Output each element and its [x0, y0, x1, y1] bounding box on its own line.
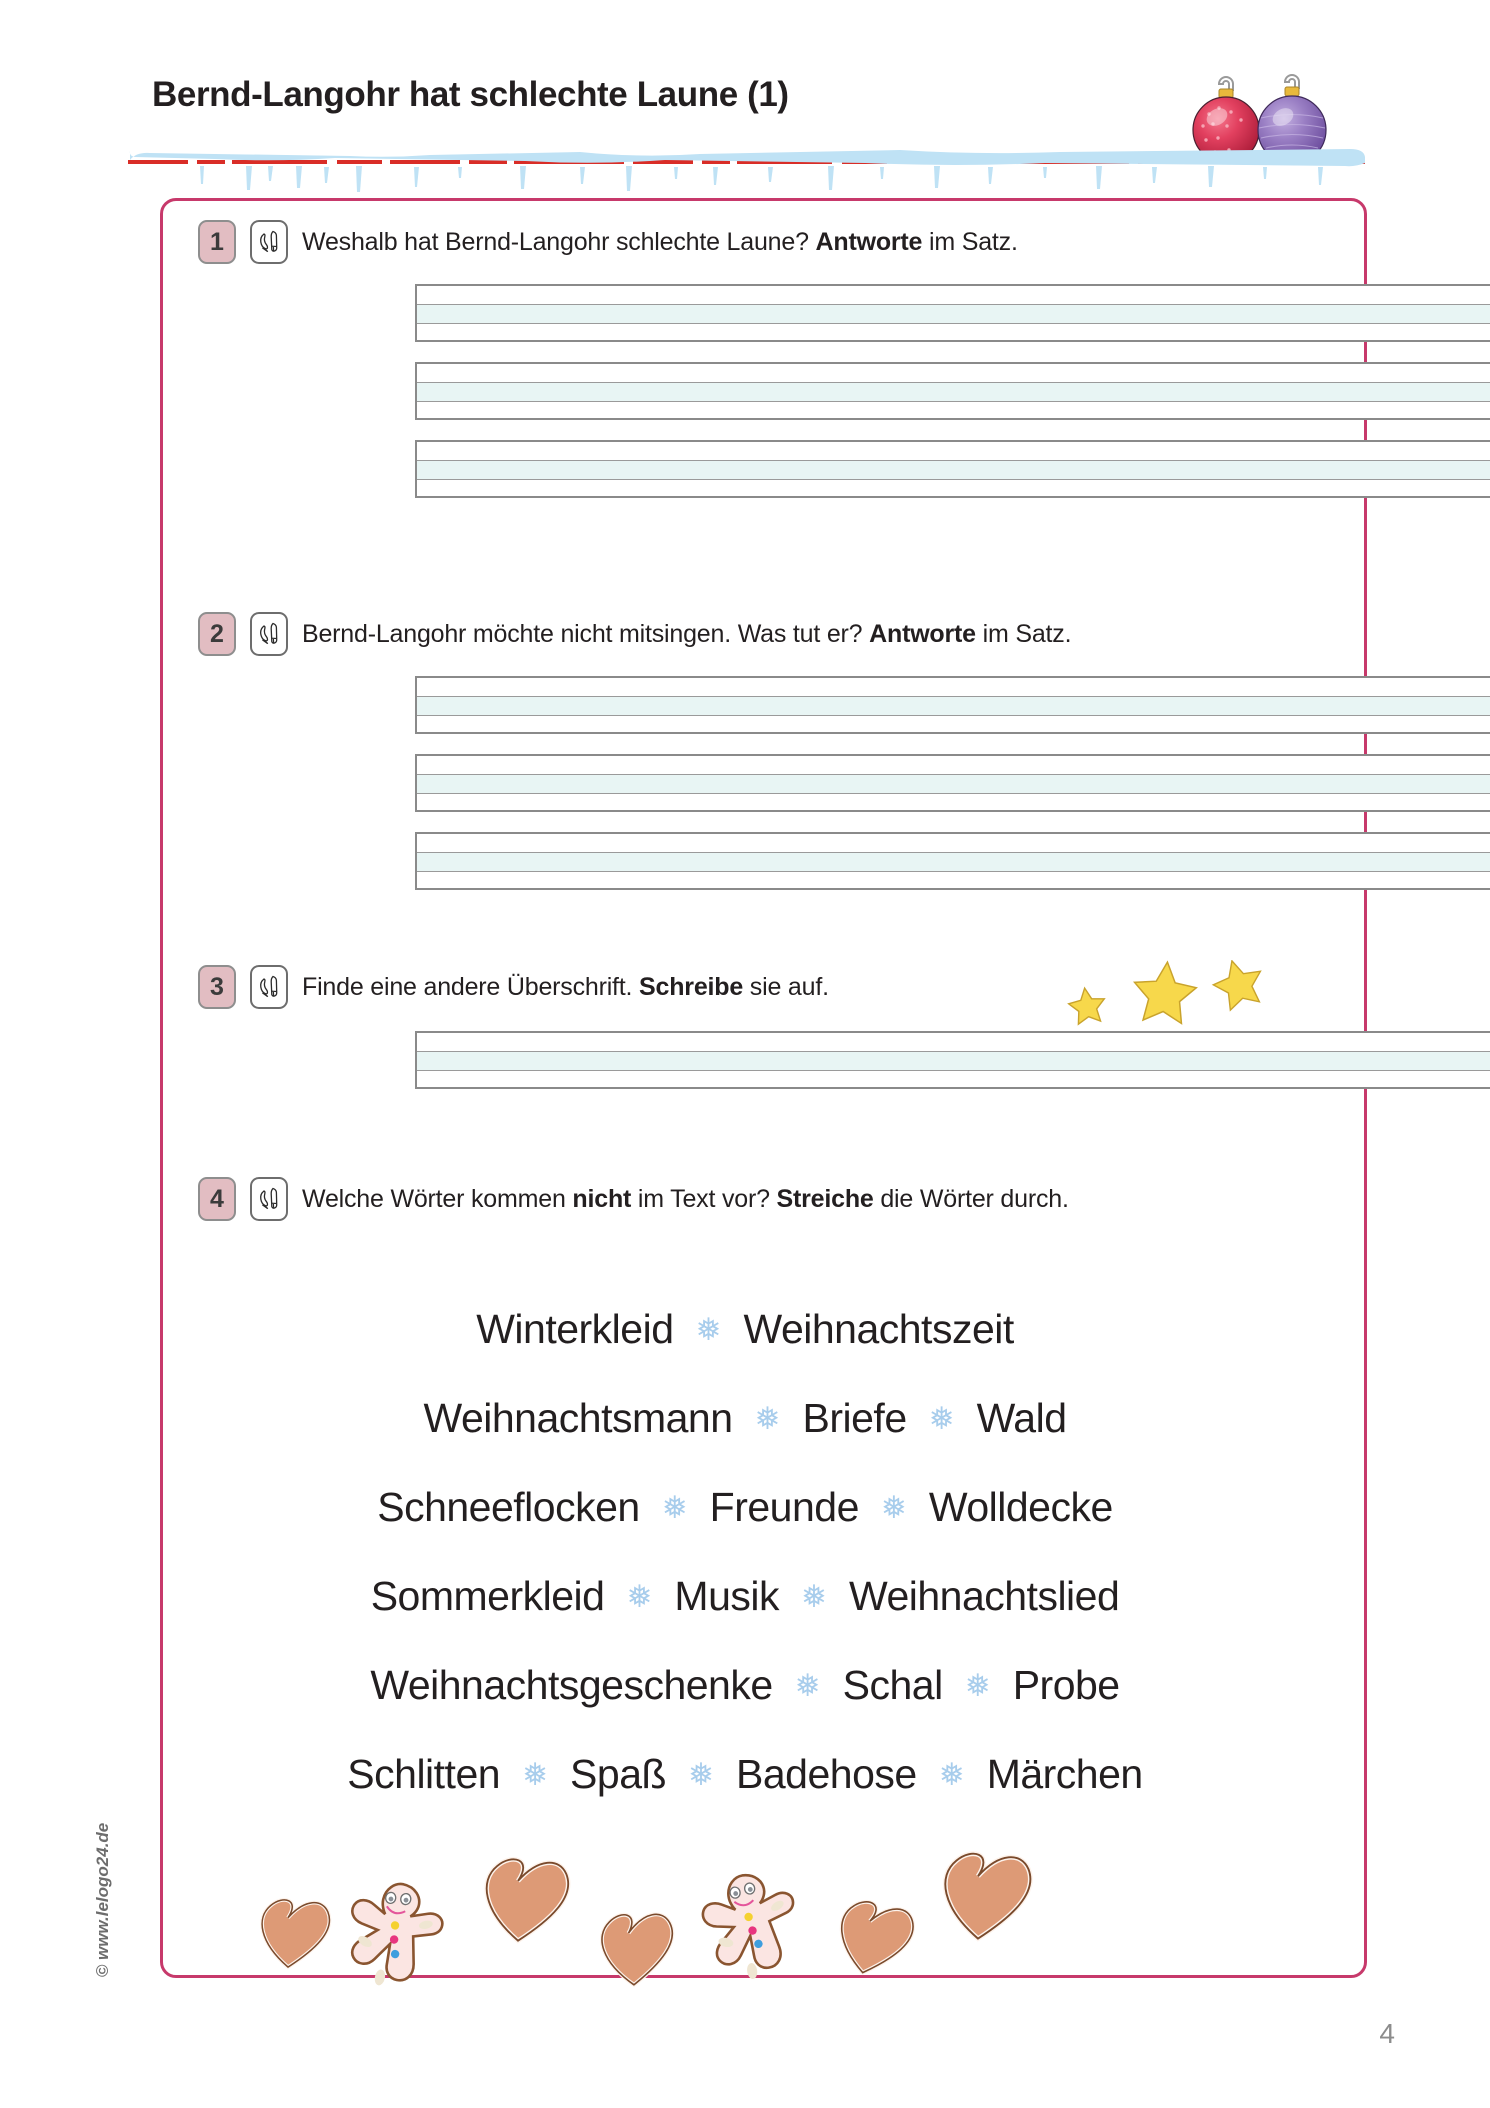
- copyright-text: © www.lelogo24.de: [93, 1822, 112, 1978]
- task-4-header: [163, 1176, 1364, 1222]
- task-2-text-part-2: Antworte: [869, 619, 976, 648]
- writing-line-2-2[interactable]: [415, 754, 1490, 812]
- task-number-badge-4: 4: [198, 1177, 236, 1221]
- word-item[interactable]: Winterkleid: [476, 1306, 674, 1352]
- word-row: [0, 1730, 1490, 1819]
- task-3-text: [302, 973, 829, 1002]
- word-row: [0, 1552, 1490, 1641]
- star-large: [1131, 960, 1198, 1024]
- task-1-text-part-2: Antworte: [815, 227, 923, 256]
- word-item[interactable]: Wolldecke: [928, 1484, 1113, 1530]
- task-3-text-part-2: Schreibe: [639, 972, 744, 1001]
- task-1-text-part-1: Weshalb hat Bernd-Langohr schlechte Laune?: [302, 227, 816, 256]
- writing-line-2-1[interactable]: [415, 676, 1490, 734]
- word-item[interactable]: Weihnachtsgeschenke: [370, 1662, 773, 1708]
- word-item[interactable]: Probe: [1012, 1662, 1120, 1708]
- ruled-band: [417, 774, 1490, 794]
- word-item[interactable]: Wald: [976, 1395, 1067, 1441]
- star-medium: [1208, 960, 1268, 1013]
- page-title: Bernd-Langohr hat schlechte Laune (1): [152, 75, 789, 114]
- ruled-band: [417, 1051, 1490, 1071]
- ruled-band: [417, 460, 1490, 480]
- star-small: [1067, 986, 1107, 1025]
- snowflake-icon: ❅: [522, 1757, 549, 1792]
- ruled-band: [417, 852, 1490, 872]
- snowflake-icon: ❅: [938, 1757, 965, 1792]
- task-4-text: [302, 1185, 1069, 1214]
- word-item[interactable]: Weihnachtsmann: [423, 1395, 733, 1441]
- task-1: [163, 219, 1364, 265]
- copyright-notice: [88, 1790, 118, 2010]
- task-4: [163, 1176, 1364, 1222]
- task-3-text-part-1: Finde eine andere Überschrift.: [302, 972, 640, 1001]
- snowflake-icon: ❅: [794, 1668, 821, 1703]
- pen-icon: [250, 612, 288, 656]
- word-item[interactable]: Badehose: [736, 1751, 917, 1797]
- writing-line-1-2[interactable]: [415, 362, 1490, 420]
- snowflake-icon: ❅: [688, 1757, 715, 1792]
- writing-line-1-3[interactable]: [415, 440, 1490, 498]
- ruled-band: [417, 696, 1490, 716]
- page-number: 4: [1379, 2018, 1395, 2049]
- word-item[interactable]: Schal: [842, 1662, 943, 1708]
- word-row: [0, 1463, 1490, 1552]
- gingerbread-heart: [487, 1859, 569, 1940]
- word-row: [0, 1641, 1490, 1730]
- task-4-text-part-1: Welche Wörter kommen: [302, 1184, 573, 1213]
- word-item[interactable]: Briefe: [802, 1395, 907, 1441]
- pen-icon: [250, 965, 288, 1009]
- icicle-snow-border: [128, 148, 1365, 198]
- snowflake-icon: ❅: [626, 1579, 653, 1614]
- snowflake-icon: ❅: [661, 1490, 688, 1525]
- word-row: [0, 1285, 1490, 1374]
- word-item[interactable]: Schlitten: [347, 1751, 501, 1797]
- task-2-text-part-1: Bernd-Langohr möchte nicht mitsingen. Was tut er?: [302, 619, 870, 648]
- task-4-text-part-3: im Text vor?: [631, 1184, 777, 1213]
- word-item[interactable]: Spaß: [570, 1751, 667, 1797]
- word-row: [0, 1374, 1490, 1463]
- task-1-text: [302, 228, 1018, 257]
- snowflake-icon: ❅: [801, 1579, 827, 1614]
- snowflake-icon: ❅: [695, 1312, 722, 1347]
- task-number-badge-3: 3: [198, 965, 236, 1009]
- word-item[interactable]: Märchen: [986, 1751, 1143, 1797]
- word-item[interactable]: Weihnachtszeit: [743, 1306, 1014, 1352]
- snowflake-icon: ❅: [964, 1668, 991, 1703]
- task-2-text: [302, 620, 1071, 649]
- snowflake-icon: ❅: [880, 1490, 907, 1525]
- pen-icon: [250, 1177, 288, 1221]
- word-item[interactable]: Musik: [674, 1573, 779, 1619]
- task-2: [163, 611, 1364, 657]
- task-1-text-part-3: im Satz.: [922, 227, 1018, 256]
- ruled-band: [417, 382, 1490, 402]
- pen-icon: [250, 220, 288, 264]
- task-4-text-part-4: Streiche: [776, 1184, 874, 1213]
- task-1-header: [163, 219, 1364, 265]
- task-4-text-part-2: nicht: [572, 1184, 632, 1213]
- snowflake-icon: ❅: [754, 1401, 781, 1436]
- gingerbread-heart: [836, 1899, 916, 1979]
- gingerbread-heart: [945, 1854, 1030, 1939]
- gingerbread-decorations: [250, 1845, 1280, 2030]
- star-decorations: [1060, 960, 1290, 1040]
- snowflake-icon: ❅: [928, 1401, 955, 1436]
- task-3-text-part-3: sie auf.: [743, 972, 829, 1001]
- page-header: [0, 0, 1490, 200]
- word-item[interactable]: Freunde: [709, 1484, 859, 1530]
- writing-line-1-1[interactable]: [415, 284, 1490, 342]
- task-number-badge-1: 1: [198, 220, 236, 264]
- task-number-badge-2: 2: [198, 612, 236, 656]
- gingerbread-heart: [599, 1910, 677, 1988]
- writing-line-3-1[interactable]: [415, 1031, 1490, 1089]
- writing-line-2-3[interactable]: [415, 832, 1490, 890]
- ruled-band: [417, 304, 1490, 324]
- word-item[interactable]: Weihnachtslied: [848, 1573, 1120, 1619]
- task-2-text-part-3: im Satz.: [975, 619, 1072, 648]
- gingerbread-man: [338, 1875, 449, 1996]
- gingerbread-man: [698, 1869, 803, 1985]
- word-item[interactable]: Sommerkleid: [370, 1573, 605, 1619]
- gingerbread-heart: [262, 1900, 329, 1967]
- word-item[interactable]: Schneeflocken: [377, 1484, 640, 1530]
- task-4-text-part-5: die Wörter durch.: [873, 1184, 1069, 1213]
- word-list: [0, 1285, 1490, 1819]
- task-2-header: [163, 611, 1364, 657]
